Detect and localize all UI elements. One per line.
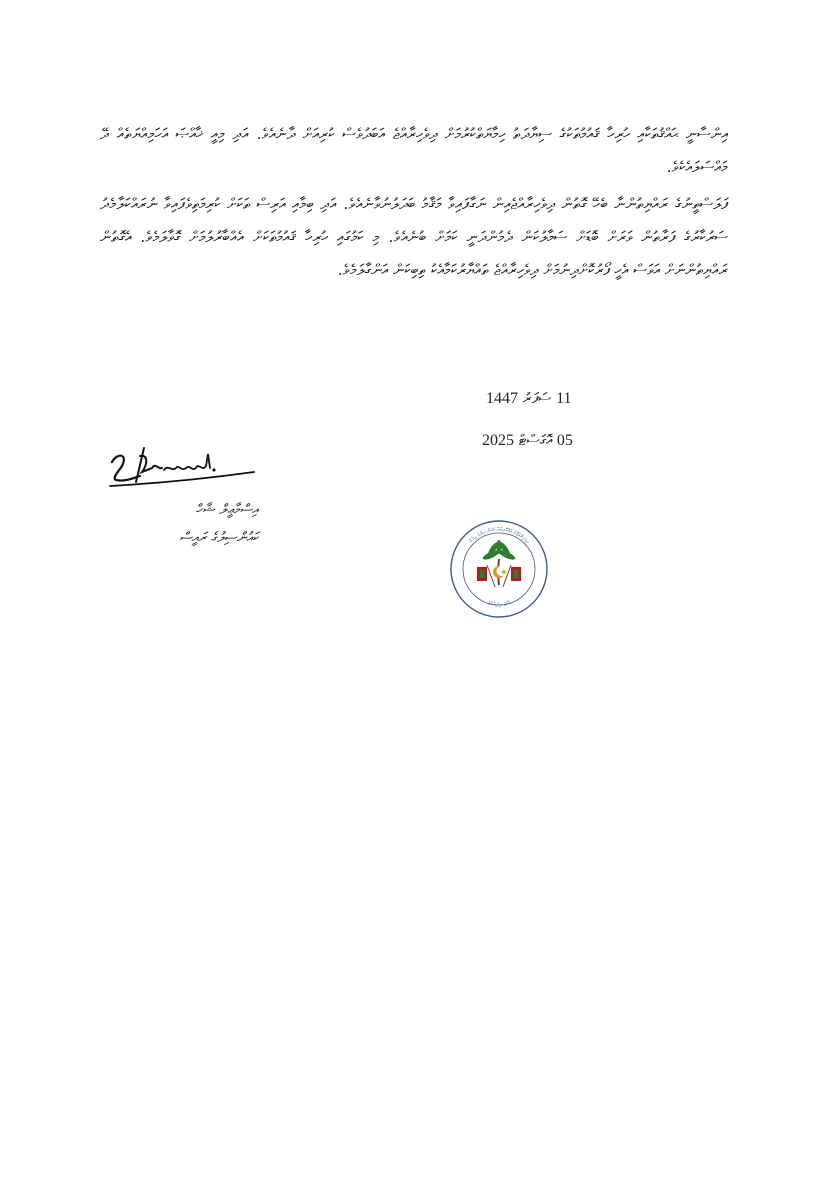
hijri-day: 11 xyxy=(556,390,572,407)
paragraph-1: އިންސާނީ ޙައްޤުތަކާއި ހުރިހާ ޤައުމުތަކުގެ ސިޔާދަތު ހިމާޔަތްކުރުމަށް ދިވެހިރާއްޖެ އަބަދުވެސް ކުރިއަށް ދާނެއެވެ. އަދި މިއީ ޚާއްޞަ އަހަމިއްޔަތެއް ދޭ މައްސަލައެކެވެ. xyxy=(100,125,728,176)
seal-bottom-text: މާލެ، ދިވެހިރާއްޖެ xyxy=(486,600,512,609)
paragraph-2: ފަލަސްތީނުގެ ރައްޔިތުންނާ ބެހޭ ގޮތުން ދިވެހިރާއްޖެއިން ނަގާފައިވާ މަޤާމު ބަދަލުނުވާނެއެވެ. އަދި ބިމާއި އަރިސް ތަކަށް ކުރިމަތިވެފައިވާ ނުރައްކަލާމެދު ސަރުކާރުގެ ފަރާތުން ވަރަށް ބޮޑަށް ސަމާލުކަން ދެމުންދަނީ ކަމަށް ބުނެއެވެ. މި ކަމުގައި ހުރިހާ ޤައުމުތަކަށް އެއްބާރުލުމަށް ގޮވާލަމެވެ. އެގޮތުން ރައްޔިތުންނަށް އަވަސް އެހީ ފޯރުކޮށްދިނުމަށް ދިވެހިރާއްޖެ ތައްޔާރުކަމާއެކު ތިބިކަން އަންގާލަމެވެ. xyxy=(100,195,728,279)
signatory-block xyxy=(108,496,258,552)
gregorian-month: އޮގަސްޓް xyxy=(518,431,553,449)
handwritten-signature xyxy=(106,442,258,492)
letter-body xyxy=(100,118,728,291)
gregorian-year: 2025 xyxy=(482,432,514,449)
emblem-seal xyxy=(449,519,549,619)
signatory-name: އިސްމާޢީލް ޝާހް xyxy=(195,502,258,518)
seal-top-text: ދިވެހިރާއްޖޭގެ ޖުމްހޫރިއްޔާ ކައުންސިލްގެ އިދާރާ xyxy=(468,526,530,545)
gregorian-date xyxy=(482,431,573,450)
hijri-year: 1447 xyxy=(486,390,518,407)
signatory-title: ކައުންސިލުގެ ރައީސް xyxy=(179,530,258,546)
hijri-month: ސަފަރު xyxy=(522,389,552,407)
gregorian-day: 05 xyxy=(556,432,573,449)
hijri-date xyxy=(486,389,572,408)
